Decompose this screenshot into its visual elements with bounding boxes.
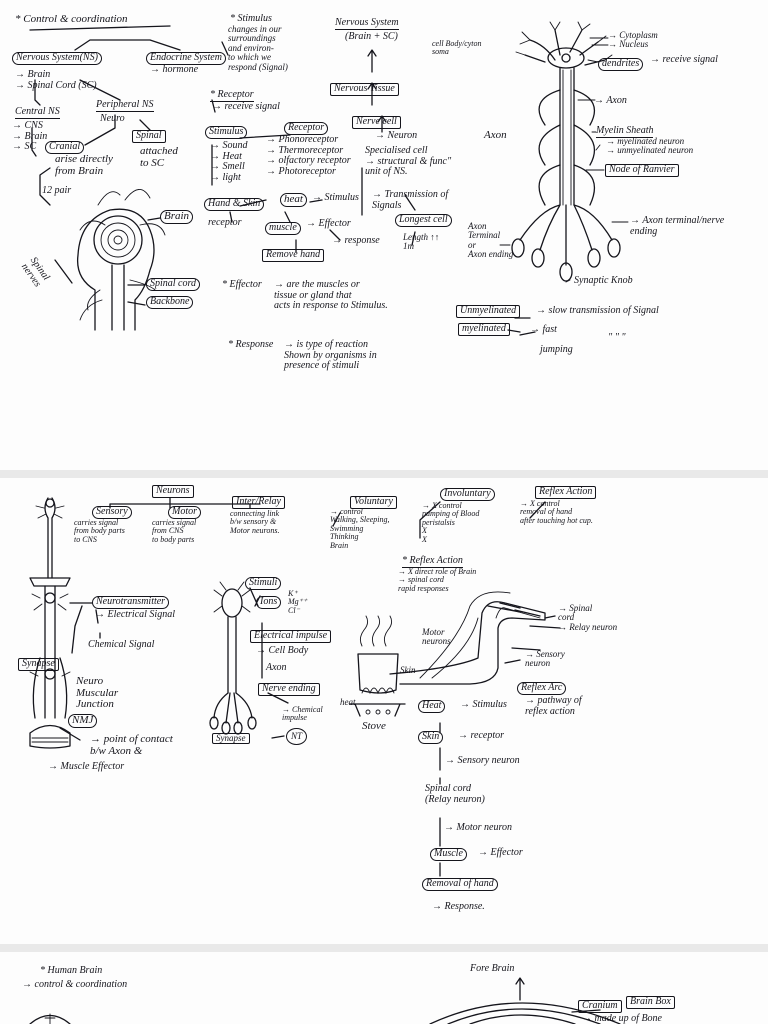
receptor-arrow-label: receptor	[208, 217, 242, 228]
nervous-tissue-box: Nervous Tissue	[330, 83, 399, 96]
response-heading: * Response	[228, 339, 274, 350]
cranium-box: Cranium	[578, 1000, 622, 1013]
flow-label-motor-neuron: → Motor neuron	[444, 822, 512, 833]
central-ns-label: Central NS	[15, 106, 60, 117]
brain-box-label: Brain Box	[626, 996, 675, 1009]
cytoplasm-label: → Cytoplasm → Nucleus	[608, 30, 658, 50]
response-definition: → is type of reaction Shown by organisms in presence of stimuli	[284, 339, 377, 371]
reflex-arc-description: → pathway of reflex action	[525, 695, 582, 717]
neuron-description: Specialised cell → structural & func" unit of NS.	[365, 145, 452, 177]
notes-page-neurons-reflex	[0, 478, 768, 944]
muscle-node: muscle	[265, 222, 301, 235]
spinal-desc: attached to SC	[140, 145, 178, 169]
cell-body-label: → Cell Body	[256, 645, 309, 656]
reflex-detail: → X direct role of Brain → spinal cord rapid responses	[398, 567, 477, 593]
synapse-box-2: Synapse	[212, 733, 250, 744]
unmyelinated-box: Unmyelinated	[456, 305, 520, 318]
jumping-label: jumping	[540, 344, 573, 355]
stimuli-box: Stimuli	[245, 577, 281, 590]
endocrine-box: Endocrine System	[146, 52, 226, 65]
stimulus-definition: changes in our surroundings and environ- to which we respond (Signal)	[228, 24, 288, 72]
flow-label-response: → Response.	[432, 901, 485, 912]
spinal-cord-label: → Spinal cord	[558, 603, 593, 623]
neuro-label: Neuro	[100, 113, 125, 124]
axon-label: Axon	[266, 662, 287, 673]
axon-label-left: Axon	[484, 129, 507, 141]
chemical-impulse-label: → Chemical impulse	[282, 705, 323, 723]
stimulus-heading: * Stimulus	[230, 13, 272, 24]
nmj-node: NMJ	[68, 714, 97, 728]
cell-body-label: cell Body/cyton soma	[432, 39, 482, 57]
brain-sc-label: (Brain + SC)	[345, 31, 398, 42]
receptor-list: → Phonoreceptor → Thermoreceptor → olfactory receptor → Photoreceptor	[266, 134, 351, 177]
hand-skin-box: Hand & Skin	[204, 198, 264, 211]
node-of-ranvier-box: Node of Ranvier	[605, 164, 679, 177]
electrical-impulse-box: Electrical impulse	[250, 630, 331, 643]
relay-neuron-label: → Relay neuron	[558, 622, 618, 632]
stove-label: Stove	[362, 720, 386, 732]
brain-box: Brain	[160, 210, 193, 224]
reflex-action-box: Reflex Action	[535, 486, 596, 499]
spinal-cord-box: Spinal cord	[146, 278, 200, 291]
reflex-arc-box: Reflex Arc	[517, 682, 566, 695]
muscle-effector-label: → Muscle Effector	[48, 761, 125, 772]
motor-neurons-label: Motor neurons	[422, 627, 451, 647]
effector-heading: * Effector	[222, 279, 262, 290]
backbone-box: Backbone	[146, 296, 193, 309]
motor-description: carries signal from CNS to body parts	[152, 518, 197, 544]
flow-label-effector: → Effector	[478, 847, 523, 858]
nerve-ending-box: Nerve ending	[258, 683, 320, 696]
effector-definition: → are the muscles or tissue or gland that acts in response to Stimulus.	[274, 279, 388, 311]
neuron-label: → Neuron	[375, 130, 418, 141]
central-parts: → CNS → Brain → SC	[12, 120, 48, 152]
axon-ending-label: Axon Terminal or Axon ending	[468, 221, 514, 260]
involuntary-box: Involuntary	[440, 488, 495, 501]
effector-arrow-label: → Effector	[306, 218, 351, 229]
flow-node-skin: Skin	[418, 731, 443, 744]
flow-node-muscle: Muscle	[430, 848, 467, 861]
receptor-definition: → receive signal	[212, 101, 280, 112]
made-of-bone-label: → made up of Bone	[582, 1013, 662, 1024]
spinal-box: Spinal	[132, 130, 166, 143]
point-contact-label: → point of contact b/w Axon &	[90, 733, 173, 757]
axon-label-right: → Axon	[594, 95, 627, 106]
flow-node-spinal-cord: Spinal cord (Relay neuron)	[425, 783, 485, 805]
motor-box: Motor	[168, 506, 201, 519]
slow-transmission-label: → slow transmission of Signal	[536, 305, 659, 316]
page3-title: * Human Brain	[40, 965, 103, 976]
flow-node-heat: Heat	[418, 700, 445, 713]
flow-node-removal-of-hand: Removal of hand	[422, 878, 498, 891]
fast-label: → fast	[530, 324, 557, 335]
receptor-heading: * Receptor	[210, 89, 254, 100]
remove-hand-box: Remove hand	[262, 249, 324, 262]
inter-relay-box: Inter/Relay	[232, 496, 285, 509]
longest-cell-box: Longest cell	[395, 214, 452, 227]
ns-parts: → Brain → Spinal Cord (SC)	[15, 69, 97, 91]
cranial-desc: arise directly from Brain	[55, 153, 113, 177]
notes-page-human-brain	[0, 952, 768, 1024]
nerve-cell-box: Nerve cell	[352, 116, 401, 129]
flow-label-stimulus: → Stimulus	[460, 699, 507, 710]
sensory-neuron-label: → Sensory neuron	[525, 649, 565, 669]
inter-description: connecting link b/w sensory & Motor neurons.	[230, 509, 280, 535]
human-head-drawing	[55, 189, 165, 330]
heat-node: heat	[280, 193, 307, 207]
flow-label-receptor: → receptor	[458, 730, 505, 741]
stimulus-list: → Sound → Heat → Smell → light	[210, 140, 248, 183]
transmission-label: → Transmission of Signals	[372, 189, 449, 211]
reflex-description: → X control removal of hand after touching hot cup.	[520, 499, 593, 525]
synapse-box: Synapse	[18, 658, 59, 671]
page1-title: * Control & coordination	[15, 13, 128, 25]
involuntary-list: → X control pumping of Blood peristalsis X X	[422, 501, 480, 544]
dendrites-box: dendrites	[598, 58, 643, 71]
sensory-description: carries signal from body parts to CNS	[74, 518, 125, 544]
reflex-action-heading: * Reflex Action	[402, 555, 463, 566]
flow-label-sensory-neuron: → Sensory neuron	[445, 755, 520, 766]
skin-label: Skin	[400, 665, 416, 675]
stimulus-box: Stimulus	[205, 126, 247, 139]
chemical-signal-label: Chemical Signal	[88, 639, 155, 650]
axon-terminal-label: → Axon terminal/nerve ending	[630, 215, 725, 237]
notes-page-control-coordination	[0, 0, 768, 470]
ditto-marks: " " "	[608, 332, 626, 343]
neurotransmitter-box: Neurotransmitter	[92, 596, 169, 609]
sensory-box: Sensory	[92, 506, 132, 519]
length-label: Length ↑↑ 1m	[403, 232, 440, 252]
heat-label: heat	[340, 697, 356, 707]
ions-node: Ions	[256, 596, 281, 609]
cranial-box: Cranial	[45, 141, 84, 154]
peripheral-ns-label: Peripheral NS	[96, 99, 154, 110]
fore-brain-label: Fore Brain	[470, 963, 515, 974]
nt-node: NT	[286, 728, 307, 745]
hormone-label: → hormone	[150, 64, 199, 75]
neuro-muscular-label: Neuro Muscular Junction	[76, 675, 119, 711]
synaptic-knob-label: Synaptic Knob	[574, 275, 633, 286]
nervous-system-box: Nervous System(NS)	[12, 52, 102, 65]
spinal-nerves-label: Spinal nerves	[19, 255, 52, 289]
myelin-sheath-label: Myelin Sheath	[596, 125, 654, 136]
myelinated-types: → myelinated neuron → unmyelinated neuron	[606, 136, 694, 156]
electrical-signal-label: → Electrical Signal	[95, 609, 175, 620]
nervous-system-heading: Nervous System	[335, 17, 399, 28]
pairs-label: 12 pair	[42, 185, 72, 196]
voluntary-box: Voluntary	[350, 496, 397, 509]
voluntary-list: → control Walking, Sleeping, Swimming Thinking Brain	[330, 507, 390, 550]
receptor-box: Receptor	[284, 122, 328, 135]
ion-list: K⁺ Mg⁺⁺ Cl⁻	[288, 589, 308, 615]
response-arrow-label: → response	[332, 235, 380, 246]
myelinated-box: myelinated	[458, 323, 510, 336]
left-neuron-drawing	[30, 498, 80, 748]
page3-subtitle: → control & coordination	[22, 979, 128, 990]
neurons-box: Neurons	[152, 485, 194, 498]
receive-signal-label: → receive signal	[650, 54, 718, 65]
stimulus-arrow-label: → Stimulus	[312, 192, 359, 203]
